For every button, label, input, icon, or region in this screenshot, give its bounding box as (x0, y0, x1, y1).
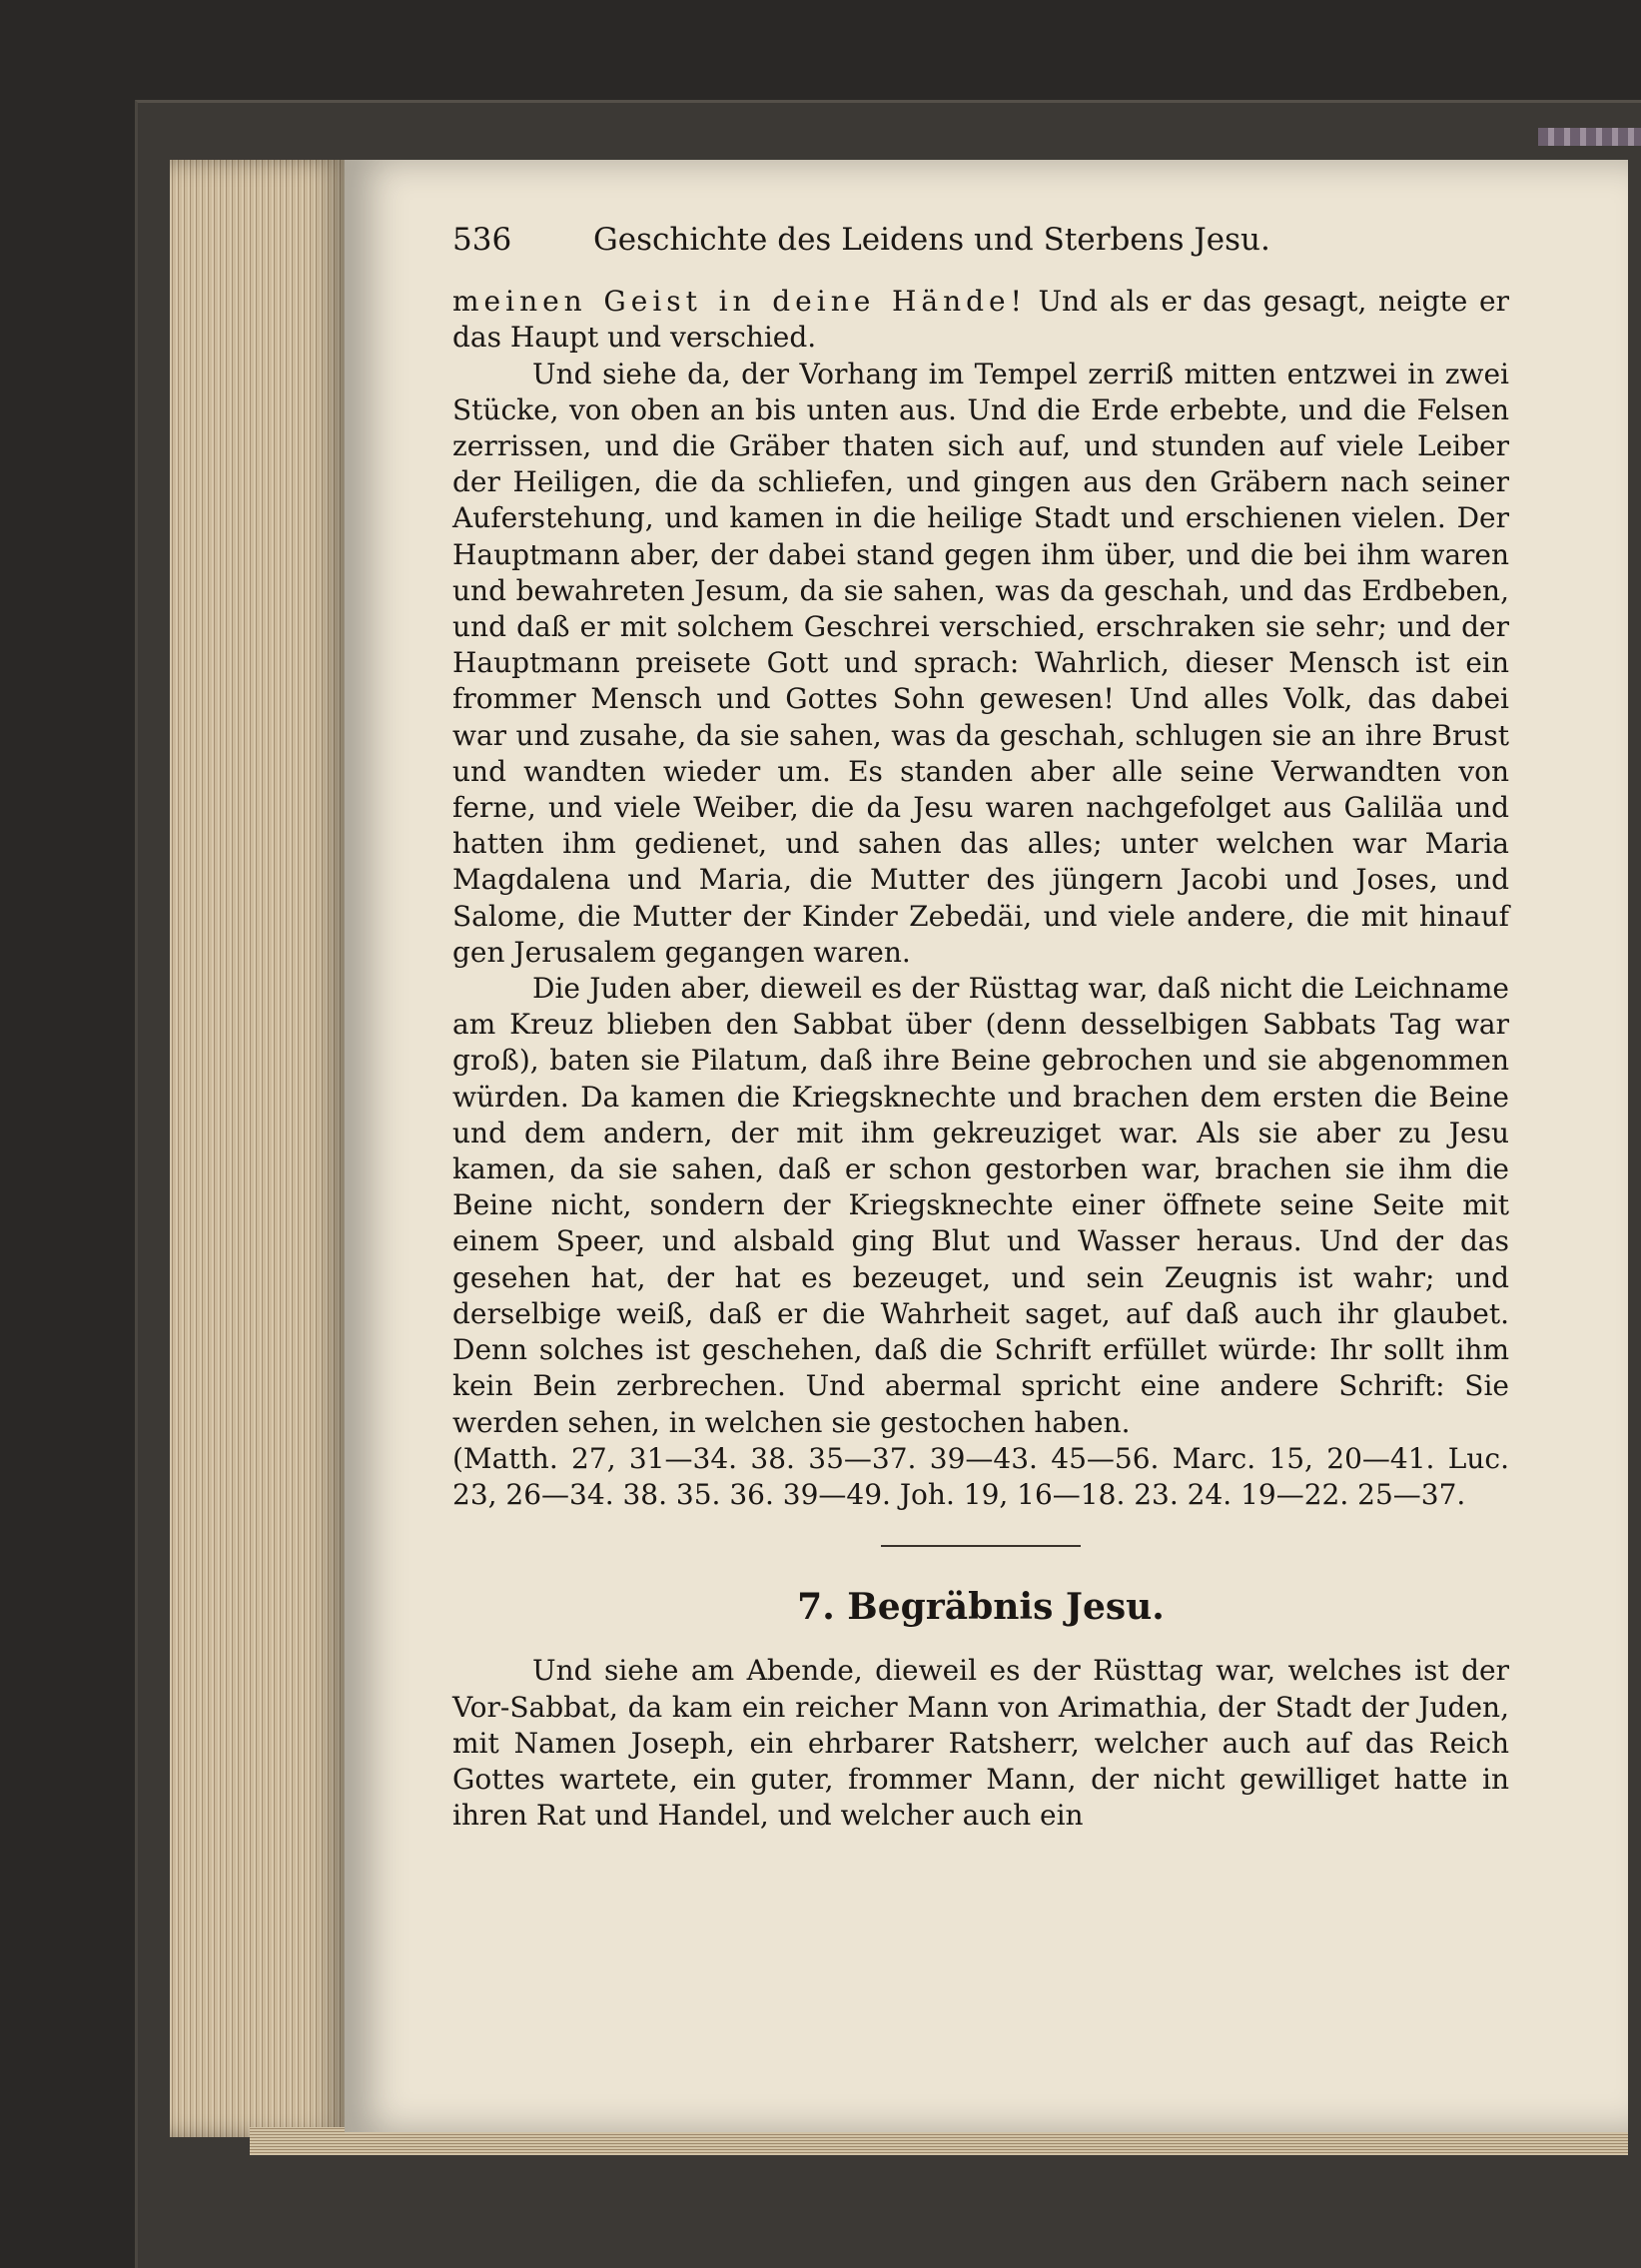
book-page (345, 160, 1628, 2132)
paragraph-1-rest: Und als er das gesagt, neigte er das Haupt und verschied. (452, 285, 1509, 355)
section-heading: 7. Begräbnis Jesu. (797, 1586, 1165, 1629)
paragraph-4: Und siehe am Abende, dieweil es der Rüsttag war, welches ist der Vor-Sabbat, da kam ein reicher Mann von Arimathia, der Stadt der Juden, mit Namen Joseph, ein ehrbarer Ratsherr, welcher auch auf das Reich Gottes wartete, ein guter, frommer Mann, der nicht gewilliget hatte in ihren Rat und Handel, und welcher auch ein (452, 1654, 1509, 1833)
page-edges (170, 160, 350, 2137)
spaced-quote: meinen Geist in deine Hände! (452, 285, 1027, 319)
bookmark-ribbon (1538, 128, 1641, 146)
page-text (452, 222, 1509, 1834)
scripture-reference: (Matth. 27, 31—34. 38. 35—37. 39—43. 45—56. Marc. 15, 20—41. Luc. 23, 26—34. 38. 35. 36. 39—49. Joh. 19, 16—18. 23. 24. 19—22. 25—37. (452, 1441, 1509, 1511)
section-divider (881, 1545, 1081, 1547)
page-header (452, 222, 1509, 258)
paragraph-2: Und siehe da, der Vorhang im Tempel zerriß mitten entzwei in zwei Stücke, von oben an bis unten aus. Und die Erde erbebte, und die Felsen zerrissen, und die Gräber thaten sich auf, und stunden auf viele Leiber der Heiligen, die da schliefen, und gingen aus den Gräbern nach seiner Auferstehung, und kamen in die heilige Stadt und erschienen vielen. Der Hauptmann aber, der dabei stand gegen ihm über, und die bei ihm waren und bewahreten Jesum, da sie sahen, was da geschah, und das Erdbeben, und daß er mit solchem Geschrei verschied, erschraken sie sehr; und der Hauptmann preisete Gott und sprach: Wahrlich, dieser Mensch ist ein frommer Mensch und Gottes Sohn gewesen! Und alles Volk, das dabei war und zusahe, da sie sahen, was da geschah, schlugen sie an ihre Brust und wandten wieder um. Es standen aber alle seine Verwandten von ferne, und viele Weiber, die da Jesu waren nachgefolget aus Galiläa und hatten ihm gedienet, und sahen das alles; unter welchen war Maria Magdalena und Maria, die Mutter des jüngern Jacobi und Joses, und Salome, die Mutter der Kinder Zebedäi, und viele andere, die mit hinauf gen Jerusalem gegangen waren. (452, 357, 1509, 969)
paragraph-1 (452, 284, 1509, 356)
page-number: 536 (452, 222, 512, 258)
paragraph-3: Die Juden aber, dieweil es der Rüsttag war, daß nicht die Leichname am Kreuz blieben den Sabbat über (denn desselbigen Sabbats Tag war groß), baten sie Pilatum, daß ihre Beine gebrochen und sie abgenommen würden. Da kamen die Kriegsknechte und brachen dem ersten die Beine und dem andern, der mit ihm gekreuziget war. Als sie aber zu Jesu kamen, da sie sahen, daß er schon gestorben war, brachen sie ihm die Beine nicht, sondern der Kriegsknechte einer öffnete seine Seite mit einem Speer, und alsbald ging Blut und Wasser heraus. Und der das gesehen hat, der hat es bezeuget, und sein Zeugnis ist wahr; und derselbige weiß, daß er die Wahrheit saget, auf daß auch ihr glaubet. Denn solches ist geschehen, daß die Schrift erfüllet würde: Ihr sollt ihm kein Bein zerbrechen. Und abermal spricht eine andere Schrift: Sie werden sehen, in welchen sie gestochen haben. (452, 972, 1509, 1439)
running-title: Geschichte des Leidens und Sterbens Jesu. (593, 222, 1270, 258)
